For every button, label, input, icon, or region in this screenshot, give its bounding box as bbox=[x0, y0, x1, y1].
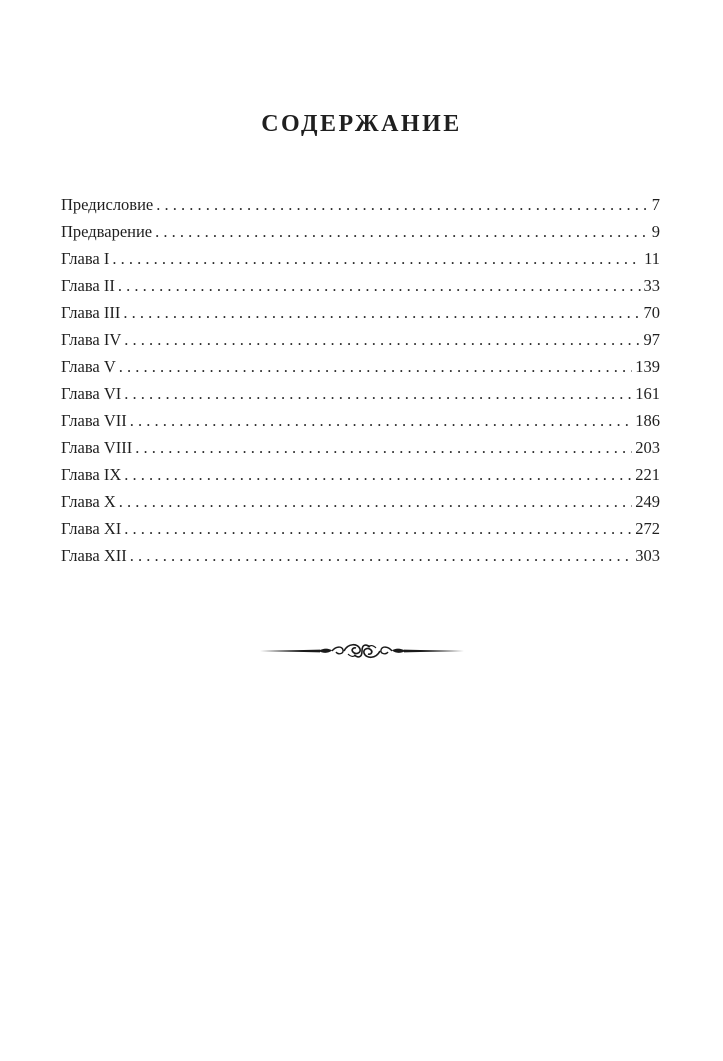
toc-entry-label: Глава X bbox=[61, 492, 116, 511]
toc-entry-page: 303 bbox=[635, 546, 660, 565]
toc-leader-dots bbox=[124, 380, 632, 407]
toc-entry[interactable] bbox=[61, 245, 660, 272]
toc-entry-label: Глава VI bbox=[61, 384, 122, 403]
toc-entry[interactable] bbox=[61, 407, 660, 434]
toc-entry-page: 272 bbox=[635, 519, 660, 538]
toc-entry[interactable] bbox=[61, 542, 660, 569]
toc-entry-label: Предисловие bbox=[61, 195, 154, 214]
toc-entry-page: 203 bbox=[635, 438, 660, 457]
page-title: СОДЕРЖАНИЕ bbox=[261, 111, 462, 137]
toc-entry-page: 7 bbox=[651, 195, 660, 214]
toc-entry[interactable] bbox=[61, 272, 660, 299]
toc-leader-dots bbox=[123, 299, 640, 326]
toc-entry-page: 249 bbox=[635, 492, 660, 511]
toc-entry-page: 9 bbox=[651, 222, 660, 241]
toc-leader-dots bbox=[119, 353, 632, 380]
toc-entry-label: Глава VIII bbox=[61, 438, 133, 457]
toc-entry-page: 70 bbox=[643, 303, 660, 322]
toc-leader-dots bbox=[156, 191, 649, 218]
toc-entry-label: Глава III bbox=[61, 303, 121, 322]
toc-leader-dots bbox=[118, 272, 641, 299]
toc-entry[interactable] bbox=[61, 191, 660, 218]
toc-entry-page: 221 bbox=[635, 465, 660, 484]
toc-entry-page: 97 bbox=[643, 330, 660, 349]
toc-entry-label: Глава I bbox=[61, 249, 110, 268]
toc-entry-page: 139 bbox=[635, 357, 660, 376]
toc-entry-page: 161 bbox=[635, 384, 660, 403]
toc-entry-label: Предварение bbox=[61, 222, 153, 241]
toc-entry[interactable] bbox=[61, 461, 660, 488]
toc-entry-page: 186 bbox=[635, 411, 660, 430]
flourish-divider-icon bbox=[258, 638, 466, 664]
toc-entry[interactable] bbox=[61, 515, 660, 542]
toc-entry[interactable] bbox=[61, 218, 660, 245]
toc-leader-dots bbox=[119, 488, 632, 515]
toc-entry-label: Глава XI bbox=[61, 519, 122, 538]
toc-entry-label: Глава VII bbox=[61, 411, 127, 430]
toc-leader-dots bbox=[112, 245, 641, 272]
toc-entry-page: 33 bbox=[643, 276, 660, 295]
toc-entry-label: Глава XII bbox=[61, 546, 127, 565]
toc-leader-dots bbox=[130, 407, 632, 434]
table-of-contents bbox=[61, 191, 660, 569]
toc-entry[interactable] bbox=[61, 488, 660, 515]
toc-entry-label: Глава V bbox=[61, 357, 116, 376]
toc-entry-page: 11 bbox=[644, 249, 660, 268]
toc-entry[interactable] bbox=[61, 434, 660, 461]
toc-entry-label: Глава IX bbox=[61, 465, 122, 484]
toc-entry[interactable] bbox=[61, 380, 660, 407]
toc-entry-label: Глава II bbox=[61, 276, 115, 295]
toc-entry[interactable] bbox=[61, 353, 660, 380]
toc-entry[interactable] bbox=[61, 326, 660, 353]
toc-leader-dots bbox=[124, 326, 640, 353]
toc-leader-dots bbox=[155, 218, 649, 245]
toc-entry-label: Глава IV bbox=[61, 330, 122, 349]
toc-leader-dots bbox=[135, 434, 632, 461]
toc-entry[interactable] bbox=[61, 299, 660, 326]
toc-leader-dots bbox=[124, 461, 632, 488]
toc-leader-dots bbox=[124, 515, 632, 542]
toc-leader-dots bbox=[130, 542, 632, 569]
